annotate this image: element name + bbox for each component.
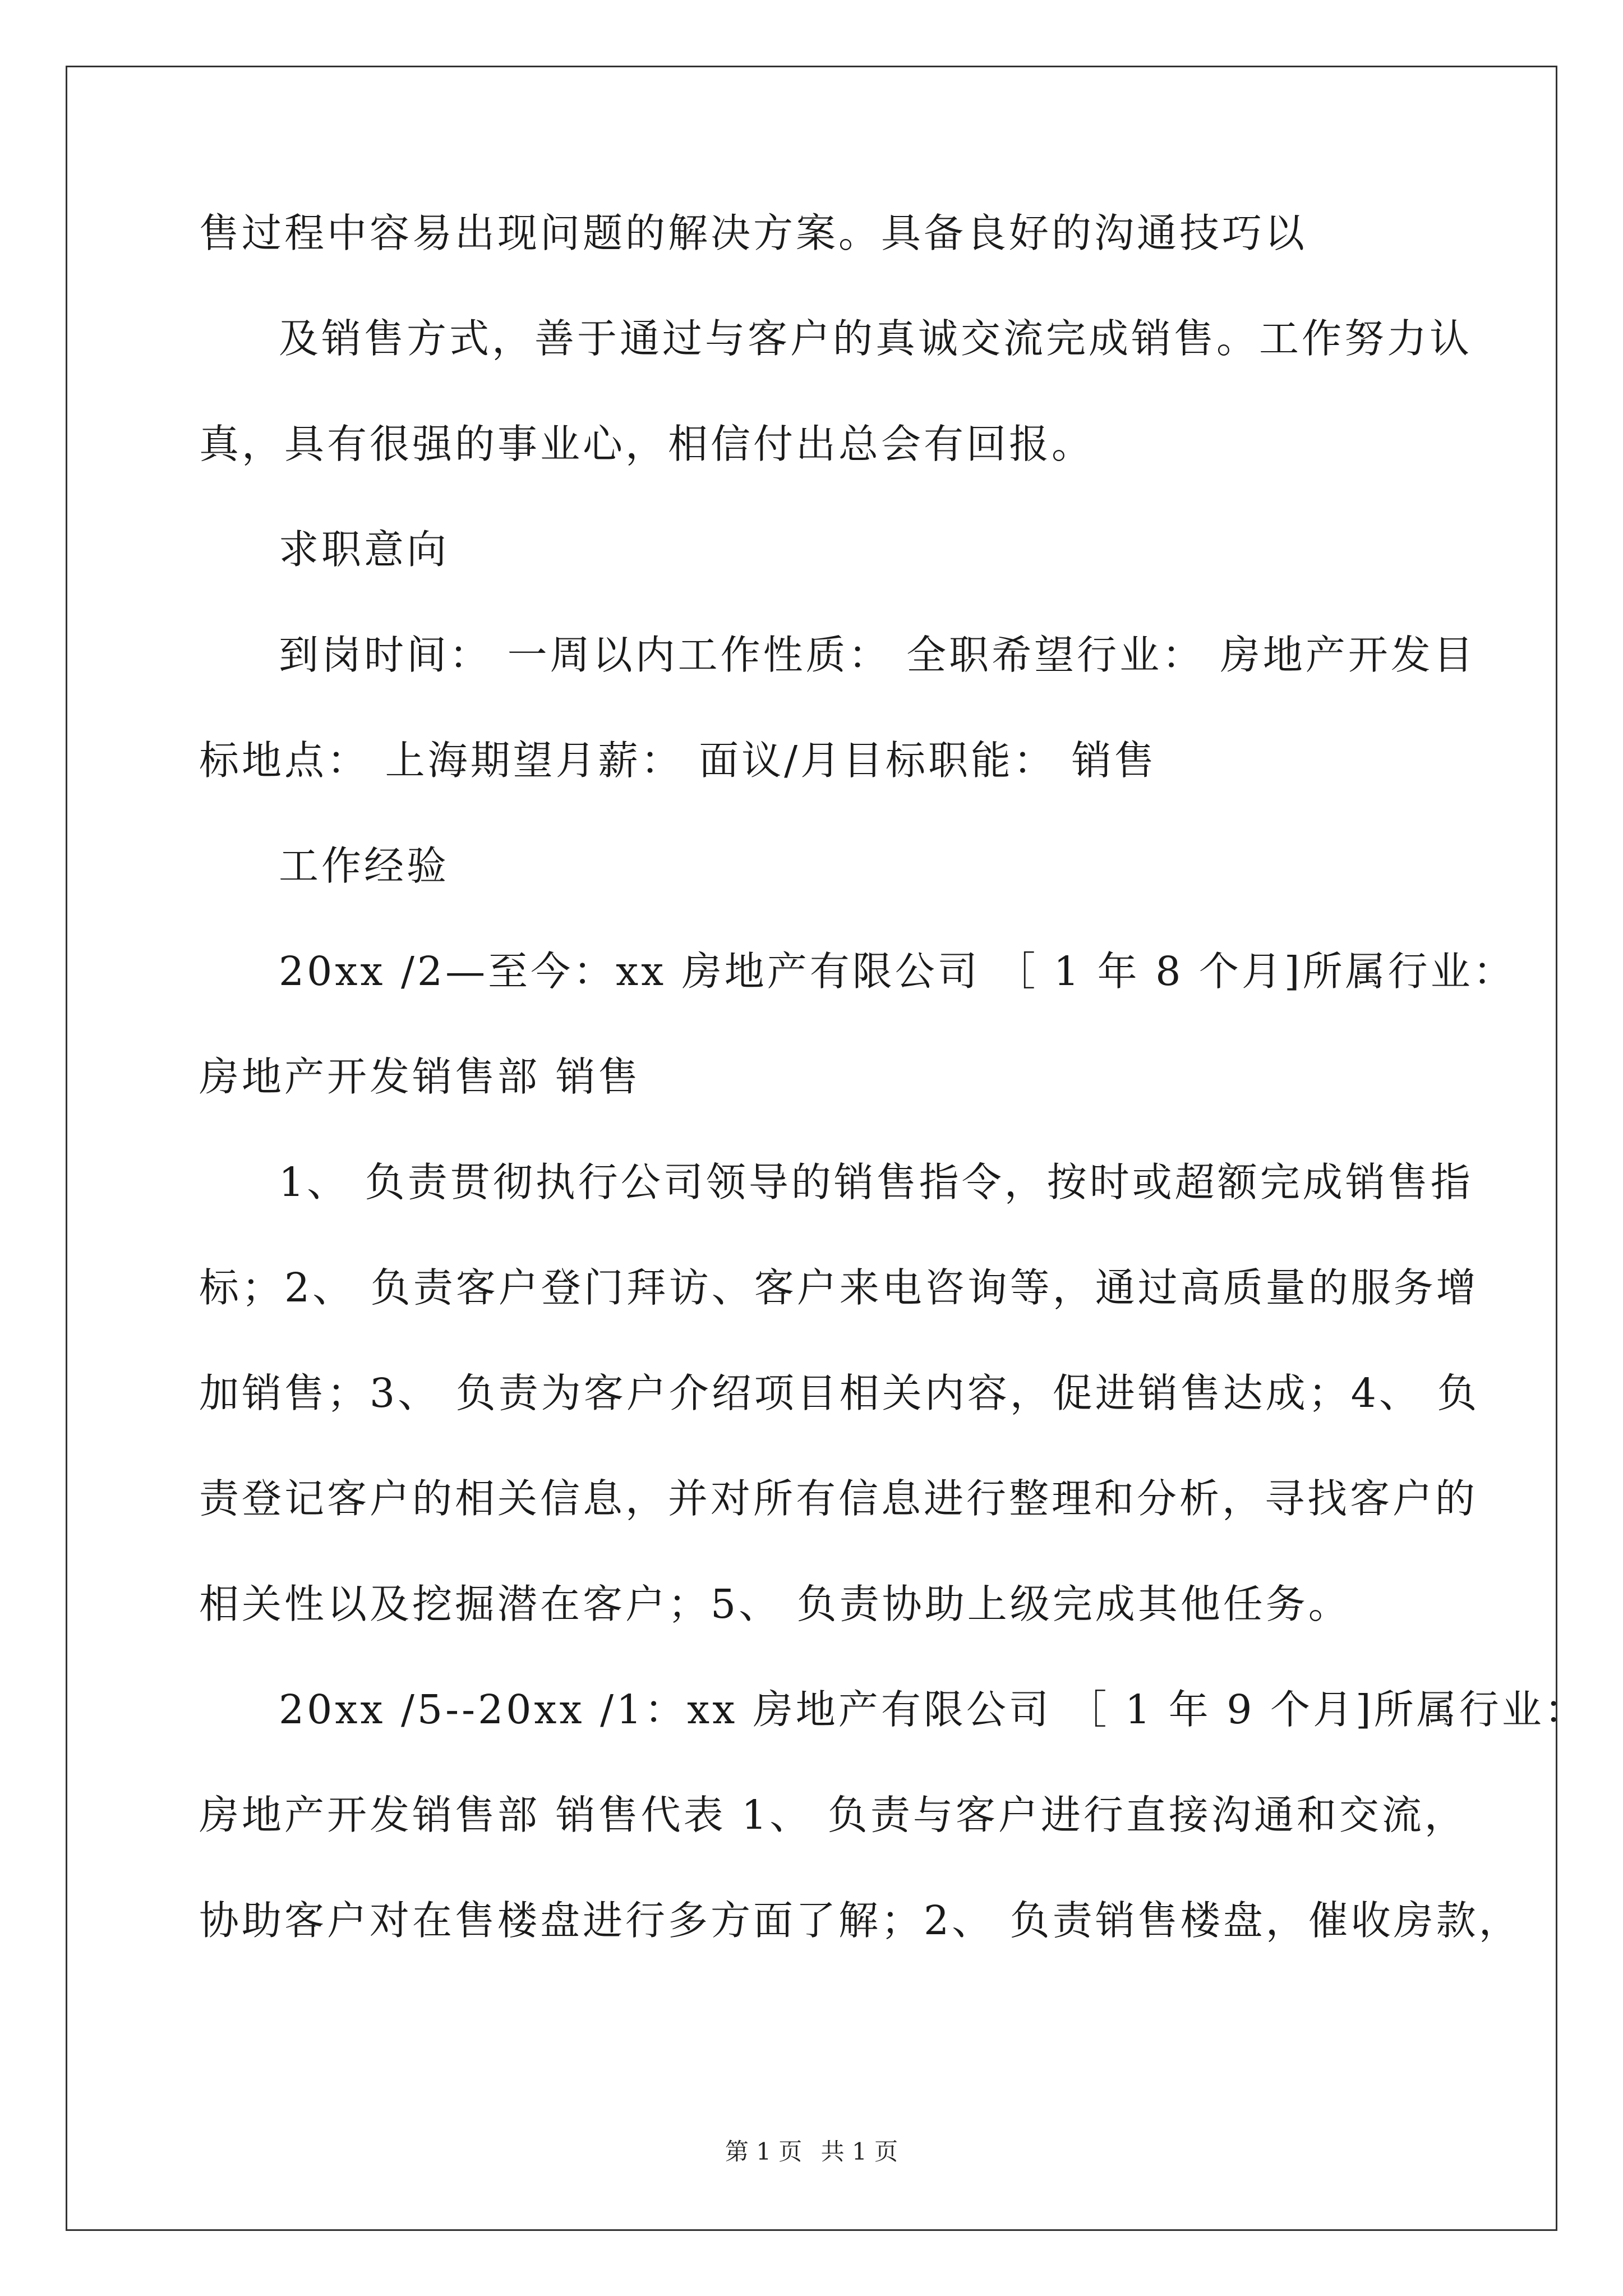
page-footer bbox=[0, 2133, 1623, 2167]
text-line: 标地点： 上海期望月薪： 面议/月目标职能： 销售 bbox=[199, 737, 1157, 784]
text-line: 售过程中容易出现问题的解决方案。具备良好的沟通技巧以 bbox=[199, 210, 1308, 256]
text-line: 责登记客户的相关信息，并对所有信息进行整理和分析，寻找客户的 bbox=[199, 1475, 1478, 1522]
text-line: 及销售方式，善于通过与客户的真诚交流完成销售。工作努力认 bbox=[279, 315, 1473, 362]
text-line: 20xx /5--20xx /1：xx 房地产有限公司 ［ 1 年 9 个月]所属行业： bbox=[279, 1686, 1587, 1733]
text-line: 真，具有很强的事业心，相信付出总会有回报。 bbox=[199, 421, 1095, 467]
text-line: 加销售；3、 负责为客户介绍项目相关内容，促进销售达成；4、 负 bbox=[199, 1370, 1480, 1416]
text-line: 到岗时间： 一周以内工作性质： 全职希望行业： 房地产开发目 bbox=[279, 632, 1476, 678]
text-line: 1、 负责贯彻执行公司领导的销售指令，按时或超额完成销售指 bbox=[279, 1159, 1473, 1205]
text-line: 20xx /2—至今：xx 房地产有限公司 ［ 1 年 8 个月]所属行业： bbox=[279, 948, 1516, 995]
page-number: 第 1 页 bbox=[725, 2138, 803, 2165]
text-line: 房地产开发销售部 销售 bbox=[199, 1053, 641, 1100]
section-heading-work-experience: 工作经验 bbox=[279, 843, 450, 889]
text-line: 标；2、 负责客户登门拜访、客户来电咨询等，通过高质量的服务增 bbox=[199, 1264, 1479, 1311]
text-line: 协助客户对在售楼盘进行多方面了解；2、 负责销售楼盘，催收房款， bbox=[199, 1897, 1521, 1944]
page-total: 共 1 页 bbox=[820, 2138, 898, 2165]
section-heading-job-intention: 求职意向 bbox=[279, 526, 450, 573]
text-line: 房地产开发销售部 销售代表 1、 负责与客户进行直接沟通和交流， bbox=[199, 1792, 1467, 1838]
text-line: 相关性以及挖掘潜在客户；5、 负责协助上级完成其他任务。 bbox=[199, 1581, 1351, 1627]
